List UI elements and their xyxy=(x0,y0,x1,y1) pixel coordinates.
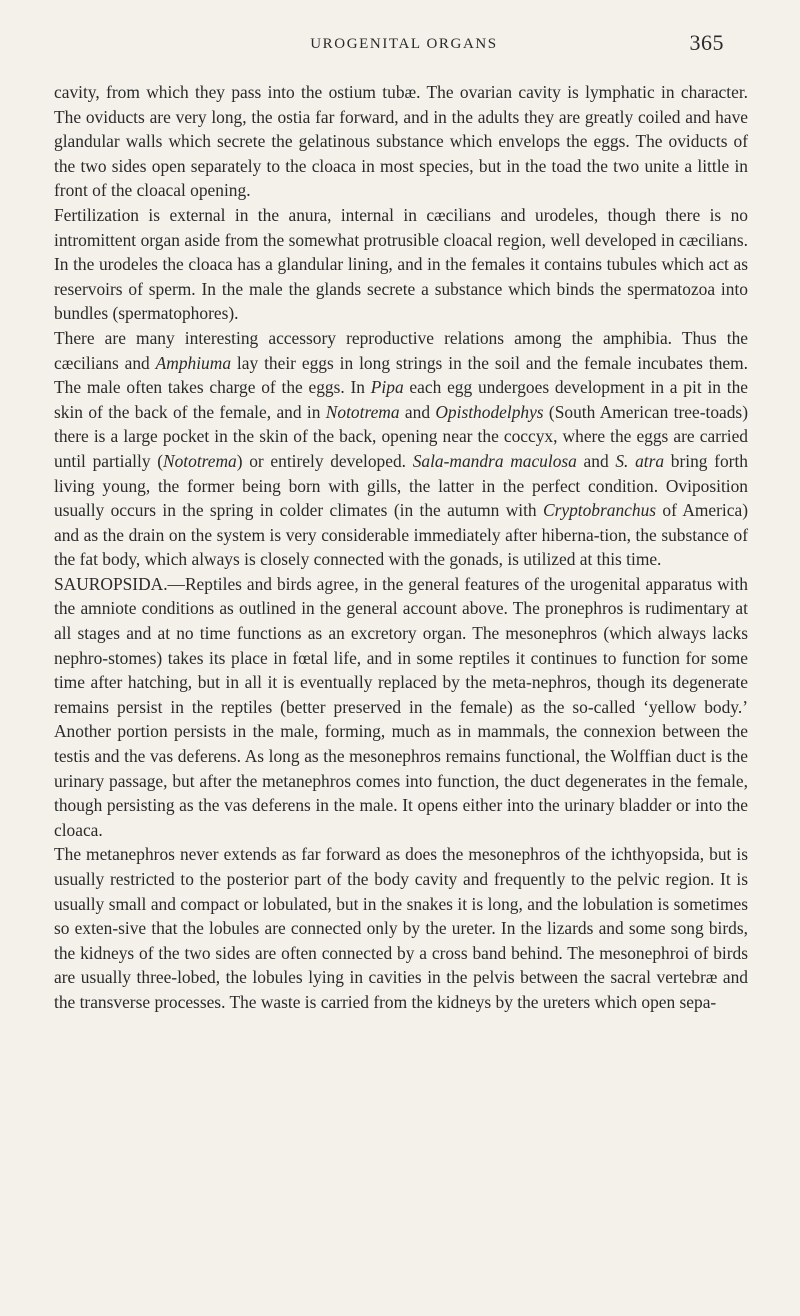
text-run: SAUROPSIDA.—Reptiles and birds agree, in the general features of the urogenital apparatus with the amniote conditions as outlined in the general account above. The pronephros is rudimentary at all stages and at no time functions as an excretory organ. The mesonephros (which always lacks nephro-stomes) takes its place in fœtal life, and in some reptiles it continues to function for some time after hatching, but in all it is eventually replaced by the meta-nephros, though its degenerate remains persist in the reptiles (better preserved in the female) as the so-called ‘yellow body.’ Another portion persists in the male, forming, much as in mammals, the connexion between the testis and the vas deferens. As long as the mesonephros remains functional, the Wolffian duct is the urinary passage, but after the metanephros comes into function, the duct degenerates in the female, though persisting as the vas deferens in the male. It opens either into the urinary bladder or into the cloaca. xyxy=(54,573,748,840)
text-run: cavity, from which they pass into the ostium tubæ. The ovarian cavity is lymphatic in character. The oviducts are very long, the ostia far forward, and in the adults they are greatly coiled and have glandular walls which secrete the gelatinous substance which envelops the eggs. The oviducts of the two sides open separately to the cloaca in most species, but in the toad the two unite a little in front of the cloacal opening. xyxy=(54,82,748,201)
text-run: of America) and as the drain on the system is very considerable immediately after hiberna-tion, the substance of the fat body, which always is closely connected with the gonads, is utilized at this time. xyxy=(54,500,748,570)
body-text xyxy=(54,80,748,1015)
running-head xyxy=(84,30,724,60)
text-run: bring forth living young, the former being born with gills, the latter in the perfect condition. Oviposition usually occurs in the spring in colder climates (in the autumn with xyxy=(54,450,748,521)
italic-term: S. atra xyxy=(615,450,665,471)
italic-term: Cryptobranchus xyxy=(543,500,657,521)
italic-term: Sala-mandra maculosa xyxy=(412,450,577,471)
italic-term: Nototrema xyxy=(325,401,400,422)
paragraph xyxy=(54,842,748,1014)
text-run: (South American tree-toads) there is a large pocket in the skin of the back, opening near the coccyx, where the eggs are carried until partially ( xyxy=(54,401,748,471)
paragraph xyxy=(54,326,748,572)
italic-term: Pipa xyxy=(370,377,404,398)
paragraph xyxy=(54,572,748,843)
italic-term: Nototrema xyxy=(163,450,237,471)
paragraph xyxy=(54,203,748,326)
text-run: and xyxy=(399,401,436,422)
text-run: ) or entirely developed. xyxy=(236,450,413,471)
paragraph xyxy=(54,80,748,203)
text-run: Fertilization is external in the anura, internal in cæcilians and urodeles, though there is no intromittent organ aside from the somewhat protrusible cloacal region, well developed in cæcilians. In the urodeles the cloaca has a glandular lining, and in the females it contains tubules which act as reservoirs of sperm. In the male the glands secrete a substance which binds the spermatozoa into bundles (spermatophores). xyxy=(54,204,748,324)
text-run: lay their eggs in long strings in the soil and the female incubates them. The male often takes charge of the eggs. In xyxy=(54,352,748,398)
text-run: There are many interesting accessory reproductive relations among the amphibia. Thus the cæcilians and xyxy=(54,327,748,373)
text-run: and xyxy=(576,450,616,471)
italic-term: Amphiuma xyxy=(155,352,232,373)
running-title: UROGENITAL ORGANS xyxy=(310,36,498,52)
page-number: 365 xyxy=(689,30,724,55)
italic-term: Opisthodelphys xyxy=(435,401,544,422)
text-run: The metanephros never extends as far forward as does the mesonephros of the ichthyopsida, but is usually restricted to the posterior part of the body cavity and frequently to the pelvic region. It is usually small and compact or lobulated, but in the snakes it is long, and the lobulation is sometimes so exten-sive that the lobules are connected only by the ureter. In the lizards and some song birds, the kidneys of the two sides are often connected by a cross band behind. The mesonephroi of birds are usually three-lobed, the lobules lying in cavities in the pelvis between the sacral vertebræ and the transverse processes. The waste is carried from the kidneys by the ureters which open sepa- xyxy=(54,844,748,1012)
text-run: each egg undergoes development in a pit in the skin of the back of the female, and in xyxy=(54,377,748,422)
